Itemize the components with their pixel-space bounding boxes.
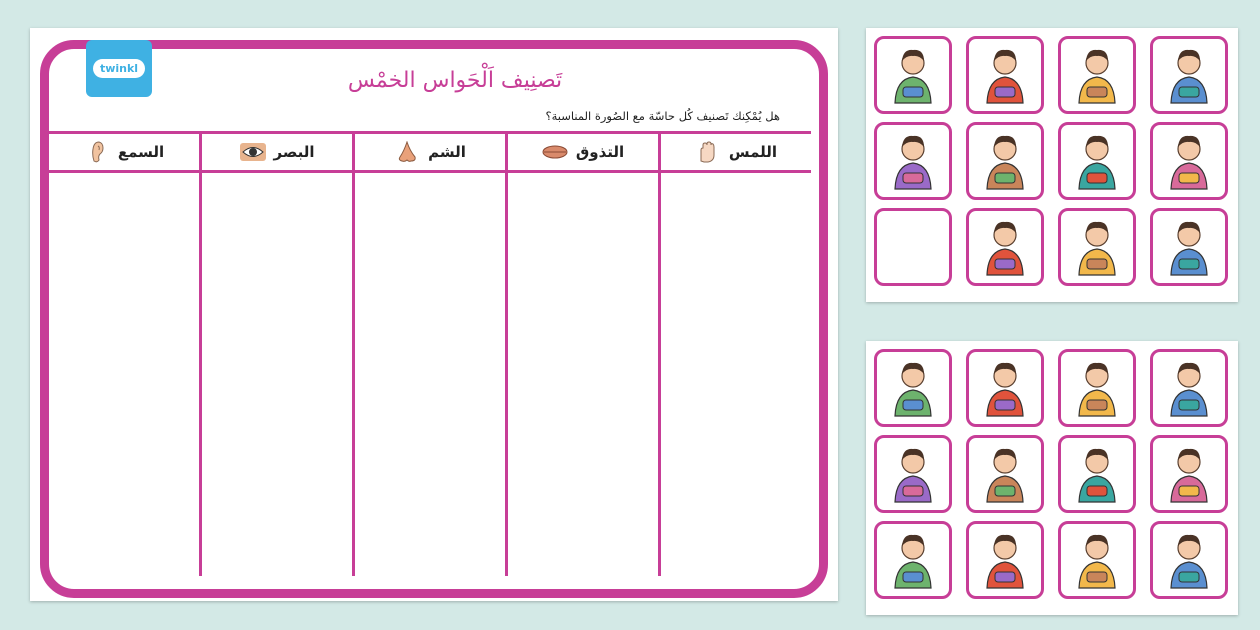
worksheet-instructions: هل يُمْكِنك تَصنيف كُل حاسّة مع الصُورة المناسبة؟ [545,109,780,123]
hand-touching-leaf-icon [1065,215,1129,279]
twinkl-logo [86,40,152,97]
column-hearing [49,134,199,576]
column-label: التذوق [575,143,625,161]
mouth-icon [542,141,568,163]
picture-card[interactable] [966,349,1044,427]
tomatoes-icon [973,43,1037,107]
hand-icon [695,141,721,163]
burger-icon [973,215,1037,279]
picture-card[interactable] [1150,435,1228,513]
picture-card[interactable] [1150,208,1228,286]
girl-holding-plant-icon [1065,528,1129,592]
birds-singing-icon [881,528,945,592]
column-smell [352,134,505,576]
picture-card[interactable] [1058,435,1136,513]
empty-picture-card[interactable] [874,208,952,286]
girl-eating-at-table-icon [881,356,945,420]
column-header [661,134,811,173]
girl-eating-apple-icon [1157,129,1221,193]
column-header [508,134,658,173]
picture-card[interactable] [966,122,1044,200]
child-painting-easel-icon [1065,43,1129,107]
picture-card-sheet-1 [866,28,1238,302]
boy-reading-book-icon [1065,442,1129,506]
column-header [49,134,199,173]
child-at-computer-icon [881,43,945,107]
boy-smelling-flowers-icon [973,356,1037,420]
nose-icon [394,141,420,163]
ear-icon [84,141,110,163]
chocolate-plate-icon [1157,356,1221,420]
picture-card[interactable] [1150,521,1228,599]
column-header [355,134,505,173]
perfume-bottle-icon [1157,215,1221,279]
picture-card[interactable] [1150,349,1228,427]
picture-card[interactable] [874,36,952,114]
senses-table [49,131,811,576]
girl-smelling-food-icon [1157,43,1221,107]
girl-reading-icon [881,442,945,506]
picture-card[interactable] [966,435,1044,513]
boy-drinking-icon [1157,528,1221,592]
boy-listening-icon [973,129,1037,193]
column-label: الشم [428,143,466,161]
column-label: اللمس [728,143,778,161]
girl-hands-on-head-icon [1065,129,1129,193]
column-label: البصر [273,143,315,161]
picture-card[interactable] [874,349,952,427]
picture-card[interactable] [1058,208,1136,286]
column-label: السمع [117,143,165,161]
boy-headphones-icon [1157,442,1221,506]
picture-card[interactable] [1058,521,1136,599]
child-watching-tv-icon [881,129,945,193]
boy-holding-pet-icon [973,442,1037,506]
column-header [202,134,352,173]
picture-card[interactable] [1058,349,1136,427]
worksheet [30,28,838,601]
picture-card-sheet-2 [866,341,1238,615]
column-taste [505,134,658,576]
picture-card[interactable] [966,36,1044,114]
picture-card[interactable] [874,435,952,513]
girl-listening-icon [1065,356,1129,420]
picture-card[interactable] [1150,36,1228,114]
picture-card[interactable] [874,122,952,200]
column-sight [199,134,352,576]
column-touch [658,134,811,576]
girl-touching-hair-icon [973,528,1037,592]
logo-text: twinkl [93,59,145,78]
eye-icon [240,141,266,163]
picture-card[interactable] [966,208,1044,286]
picture-card[interactable] [1150,122,1228,200]
picture-card[interactable] [1058,36,1136,114]
picture-card[interactable] [966,521,1044,599]
worksheet-title: تَصنِيف اَلْحَواس الخمْس [347,68,563,93]
picture-card[interactable] [874,521,952,599]
picture-card[interactable] [1058,122,1136,200]
